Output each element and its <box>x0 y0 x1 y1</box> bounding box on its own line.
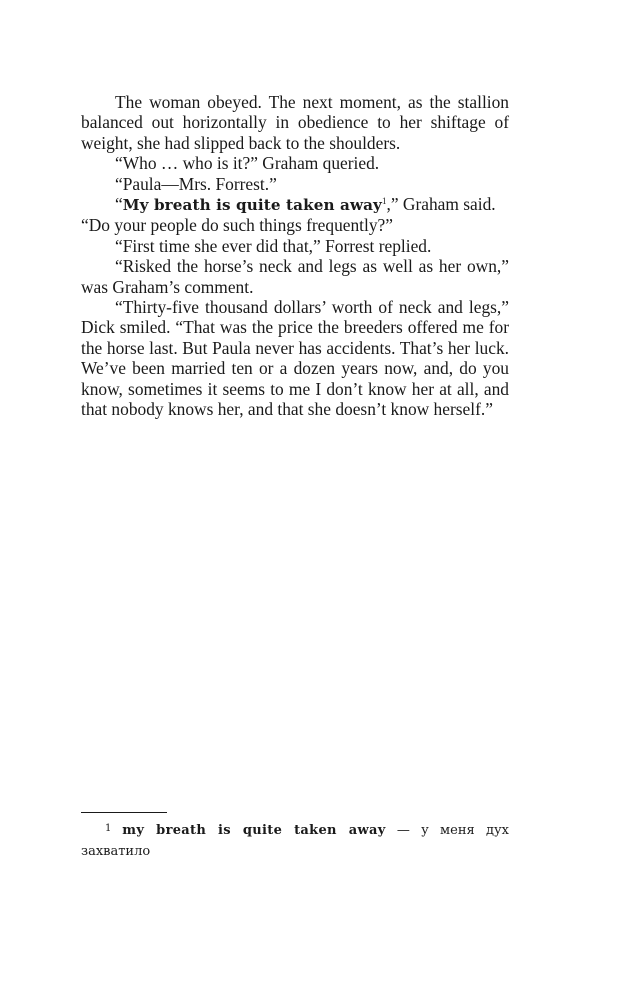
footnote-reference: 1 <box>381 196 387 207</box>
main-text <box>81 92 509 420</box>
gloss-after: ,” Graham said. <box>386 194 496 215</box>
footnote <box>81 818 509 862</box>
paragraph: “Thirty-five thousand dollars’ worth of neck and legs,” Dick smiled. “That was the price the breeders offered me for the horse last. But Paula never has accidents. That’s her luck. We’ve been married ten or a dozen years now, and, do you know, sometimes it seems to me I don’t know her at all, and that nobody knows her, and that she doesn’t know herself.” <box>81 297 509 420</box>
paragraph: “Paula—Mrs. Forrest.” <box>115 173 277 194</box>
paragraph: “Risked the horse’s neck and legs as well as her own,” was Graham’s comment. <box>81 256 509 297</box>
paragraph: “Who … who is it?” Graham queried. <box>115 153 380 174</box>
paragraph-continuation: “Do your people do such things frequently?” <box>81 215 393 236</box>
footnote-number: 1 <box>105 823 112 834</box>
footnote-divider <box>81 812 167 813</box>
open-quote: “ <box>115 194 123 215</box>
footnote-translation: — у меня дух захватило <box>81 823 510 859</box>
paragraph: “First time she ever did that,” Forrest replied. <box>115 235 432 256</box>
gloss-paragraph <box>81 194 509 215</box>
glossed-phrase: My breath is quite taken away <box>122 196 382 215</box>
paragraph: The woman obeyed. The next moment, as the stallion balanced out horizontally in obedience to her shiftage of weight, she had slipped back to the shoulders. <box>81 92 509 153</box>
footnote-term: my breath is quite taken away <box>122 823 386 838</box>
